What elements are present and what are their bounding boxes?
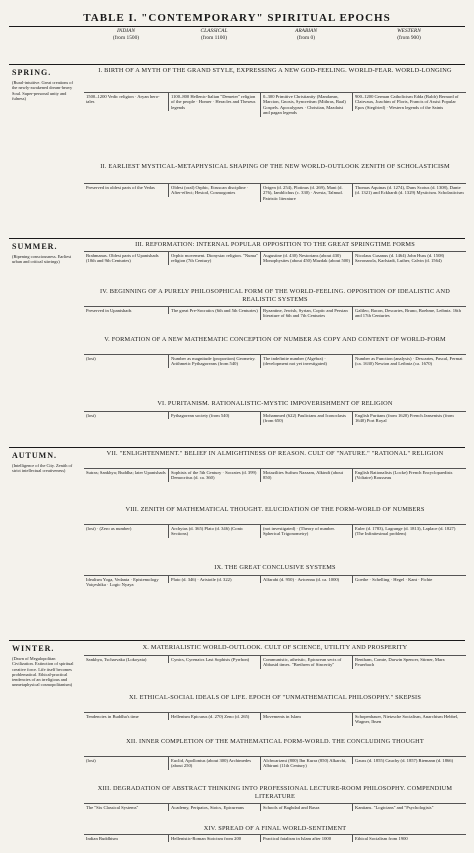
cell-western: Ethical Socialism from 1900 [352, 835, 466, 842]
cell-arabian: Byzantine, Jewish, Syrian, Coptic and Persian literature of 6th and 7th Centuries [260, 307, 352, 320]
page-title: TABLE I. "CONTEMPORARY" SPIRITUAL EPOCHS [83, 12, 391, 24]
epoch-heading: IV. BEGINNING OF A PURELY PHILOSOPHICAL FORM OF THE WORLD-FEELING. OPPOSITION OF IDEALISTIC AND REALISTIC SYSTEMS [99, 288, 451, 303]
cell-classical: Cynics, Cyrenaics Last Sophists (Pyrrhon) [168, 656, 260, 663]
cell-indian: Indian Buddhism [86, 836, 118, 841]
cell-arabian: 0–300 Primitive Christianity (Mandaean, Marcion, Gnosis, Syncretism (Mithras, Baal) Gospels. Apocalypses · Christian, Mazdaist and pagan legends [260, 93, 352, 117]
cell-classical: Hellenistic-Roman Stoicism from 200 [168, 835, 260, 842]
cell-indian: (lost) [86, 413, 96, 418]
epoch-row [84, 524, 466, 559]
cell-western: Goethe · Schelling · Hegel · Kant · Fichte [352, 576, 466, 583]
cell-western: Thomas Aquinas (d. 1274), Duns Scotus (d. 1308), Dante (d. 1321) and Eckhardt (d. 1329) Mysticism. Scholasticism [352, 184, 466, 197]
epoch-heading: I. BIRTH OF A MYTH OF THE GRAND STYLE, EXPRESSING A NEW GOD-FEELING. WORLD-FEAR. WORLD-LONGING [98, 67, 452, 74]
cell-western: Number as Function (analysis) · Descartes, Pascal, Fermat (ca. 1630) Newton and Leibniz (ca. 1670) [352, 355, 466, 368]
column-header-classical: CLASSICAL (from 1100) [200, 28, 228, 41]
cell-classical: Academy, Peripatos, Stoics, Epicureans [168, 804, 260, 811]
cell-arabian: Movements in Islam [260, 713, 352, 720]
season-divider [9, 238, 465, 239]
top-rule [9, 26, 465, 27]
epoch-heading: VIII. ZENITH OF MATHEMATICAL THOUGHT. ELUCIDATION OF THE FORM-WORLD OF NUMBERS [125, 506, 425, 513]
epoch-heading: XIII. DEGRADATION OF ABSTRACT THINKING INTO PROFESSIONAL LECTURE-ROOM PHILOSOPHY. COMPENDIUM LITERATURE [97, 785, 453, 800]
epoch-row [84, 756, 466, 783]
epoch-row [84, 834, 466, 852]
epoch-heading: IX. THE GREAT CONCLUSIVE SYSTEMS [214, 564, 336, 571]
season-divider [9, 64, 465, 65]
cell-arabian: Schools of Baghdad and Basra [260, 804, 352, 811]
cell-indian: 1500–1200 Vedic religion · Aryan hero-tales [86, 94, 160, 105]
column-header-arabian: ARABIAN (from 0) [295, 28, 317, 41]
cell-indian: (lost) [86, 356, 96, 361]
cell-arabian: Augustine (d. 430) Nestorians (about 430) Monophysites (about 450) Mazdak (about 500) [260, 252, 352, 265]
epoch-row [84, 306, 466, 333]
cell-western: Galileo, Bacon, Descartes, Bruno, Boehme, Leibniz. 16th and 17th Centuries [352, 307, 466, 320]
cell-western: Schopenhauer, Nietzsche Socialism, Anarchism Hebbel, Wagner, Ibsen [352, 713, 466, 726]
season-autumn-desc: (Intelligence of the City. Zenith of strict intellectual creativeness) [12, 463, 73, 474]
epoch-row [84, 183, 466, 237]
season-spring: SPRING. [12, 68, 52, 77]
cell-indian: Brahmanas. Oldest parts of Upanishads (10th and 9th Centuries) [86, 253, 159, 264]
epoch-row [84, 655, 466, 692]
cell-indian: (lost) [86, 758, 96, 763]
cell-classical: Sophists of the 5th Century · Socrates (d. 399) Democritus (d. ca. 360) [168, 469, 260, 482]
cell-western: Kantians. "Logicians" and "Psychologists" [352, 804, 466, 811]
cell-arabian: Practical fatalism in Islam after 1000 [260, 835, 352, 842]
cell-indian: Idealism Yoga, Vedanta · Epistemology Vaiçeshika · Logic Nyaya [86, 577, 159, 588]
epoch-heading: II. EARLIEST MYSTICAL-METAPHYSICAL SHAPING OF THE NEW WORLD-OUTLOOK ZENITH OF SCHOLASTICISM [100, 163, 450, 170]
season-divider [9, 640, 465, 641]
cell-arabian: Communistic, atheistic, Epicurean sects of Abbasid times. "Brethren of Sincerity" [260, 656, 352, 669]
season-autumn: AUTUMN. [12, 451, 57, 460]
cell-classical: 1100–800 Hellenic-Italian "Demeter" religion of the people · Homer · Heracles and Theseus legends [168, 93, 260, 111]
epoch-row [84, 92, 466, 161]
cell-arabian: Origen (d. 254), Plotinus (d. 269), Mani (d. 276), Iamblichus (c. 330) · Avesta, Talmud. Patristic literature [260, 184, 352, 202]
cell-indian: Sankhya, Tscharvaka (Lokoyata) [86, 657, 147, 662]
cell-classical: Number as magnitude (proportion) Geometry. Arithmetic Pythagoreans (from 540) [168, 355, 260, 368]
cell-western: English Puritans (from 1620) French Jansenists (from 1640) Port Royal [352, 412, 466, 425]
cell-western: Bentham, Comte, Darwin Spencer, Stirner, Marx Feuerbach [352, 656, 466, 669]
cell-classical: Archytas (d. 365) Plato (d. 346) (Conic Sections) [168, 525, 260, 538]
season-divider [9, 447, 465, 448]
column-header-western: WESTERN (from 900) [397, 28, 421, 41]
cell-indian: Sutras; Sankhya; Buddha; later Upanishads [86, 470, 166, 475]
cell-classical: Hellenism Epicurus (d. 270) Zeno (d. 265) [168, 713, 260, 720]
epoch-heading: XIV. SPREAD OF A FINAL WORLD-SENTIMENT [203, 825, 347, 832]
epoch-heading: III. REFORMATION: INTERNAL POPULAR OPPOSITION TO THE GREAT SPRINGTIME FORMS [135, 241, 415, 248]
epoch-heading: XII. INNER COMPLETION OF THE MATHEMATICAL FORM-WORLD. THE CONCLUDING THOUGHT [126, 738, 424, 745]
epoch-row [84, 575, 466, 639]
cell-indian: (lost) · (Zero as number) [86, 526, 132, 531]
cell-arabian: Mohammed (622) Paulicians and Iconoclasts (from 650) [260, 412, 352, 425]
cell-indian: Tendencies in Buddha's time [86, 714, 139, 719]
cell-arabian: The indefinite number (Algebra) · (development not yet investigated) [260, 355, 352, 368]
epoch-heading: X. MATERIALISTIC WORLD-OUTLOOK. CULT OF SCIENCE, UTILITY AND PROSPERITY [142, 644, 408, 651]
cell-classical: Plato (d. 346) · Aristotle (d. 322) [168, 576, 260, 583]
season-summer-desc: (Ripening consciousness. Earliest urban and critical stirrings) [12, 254, 72, 265]
cell-arabian: (not investigated) · (Theory of number. Spherical Trigonometry) [260, 525, 352, 538]
cell-western: English Rationalists (Locke) French Encyclopaedists (Voltaire) Rousseau [352, 469, 466, 482]
epoch-heading: V. FORMATION OF A NEW MATHEMATIC CONCEPTION OF NUMBER AS COPY AND CONTENT OF WORLD-FORM [104, 336, 446, 343]
season-winter: WINTER. [12, 644, 55, 653]
cell-indian: Preserved in oldest parts of the Vedas [86, 185, 155, 190]
epoch-heading: VI. PURITANISM. RATIONALISTIC-MYSTIC IMPOVERISHMENT OF RELIGION [157, 400, 393, 407]
cell-classical: Euclid, Apollonius (about 300) Archimedes (about 250) [168, 757, 260, 770]
cell-western: Euler (d. 1783), Lagrange (d. 1813), Laplace (d. 1827) (The Infinitesimal problem) [352, 525, 466, 538]
epoch-row [84, 411, 466, 446]
cell-indian: The "Six Classical Systems" [86, 805, 139, 810]
season-spring-desc: (Rural-intuitive. Great creations of the newly-awakened dream-heavy Soul. Super-personal unity and fulness) [12, 80, 73, 101]
epoch-row [84, 712, 466, 736]
cell-western: Nicolaus Cusanus (d. 1464) John Huss (d. 1508) Savonarola, Karlstadt, Luther, Calvin (d. 1564) [352, 252, 466, 265]
epoch-row [84, 803, 466, 824]
cell-arabian: Alfarabi (d. 950) · Avicenna (d. ca. 1000) [260, 576, 352, 583]
cell-classical: Pythagorean society (from 540) [168, 412, 260, 419]
cell-classical: Oldest (oral) Orphic, Etruscan discipline · After-effect; Hesiod, Cosmogonies [168, 184, 260, 197]
cell-arabian: Alchwarizmi (800) Ibn Kurra (850) Alkarchi, Albiruni (11th Century) [260, 757, 352, 770]
epoch-heading: VII. "ENLIGHTENMENT." BELIEF IN ALMIGHTINESS OF REASON. CULT OF "NATURE." "RATIONAL" RELIGION [106, 450, 444, 457]
column-header-indian: INDIAN (from 1500) [112, 28, 140, 41]
epoch-row [84, 251, 466, 285]
cell-indian: Preserved in Upanishads [86, 308, 132, 313]
season-winter-desc: (Dawn of Megalopolitan Civilization. Extinction of spiritual creative force. Life itself becomes problematical. Ethical-practical tendencies of an irreligious and unmetaphysical cosmopolitanism) [12, 656, 74, 688]
epoch-heading: XI. ETHICAL-SOCIAL IDEALS OF LIFE. EPOCH OF "UNMATHEMATICAL PHILOSOPHY." SKEPSIS [128, 694, 422, 701]
epoch-row [84, 354, 466, 395]
season-summer: SUMMER. [12, 242, 58, 251]
cell-arabian: Motazilites Sufism Nazzam, Alkindi (about 850) [260, 469, 352, 482]
cell-classical: Orphic movement. Dionysiac religion. "Numa" religion (7th Century) [168, 252, 260, 265]
cell-western: 900–1200 German Catholicism Edda (Baldr) Bernard of Clairvaux, Joachim of Floris, Francis of Assisi Popular Epos (Siegfried) · Western legends of the Saints [352, 93, 466, 111]
epoch-row [84, 468, 466, 502]
cell-western: Gauss (d. 1855) Cauchy (d. 1857) Riemann (d. 1866) [352, 757, 466, 764]
cell-classical: The great Pre-Socratics (6th and 5th Centuries) [168, 307, 260, 314]
